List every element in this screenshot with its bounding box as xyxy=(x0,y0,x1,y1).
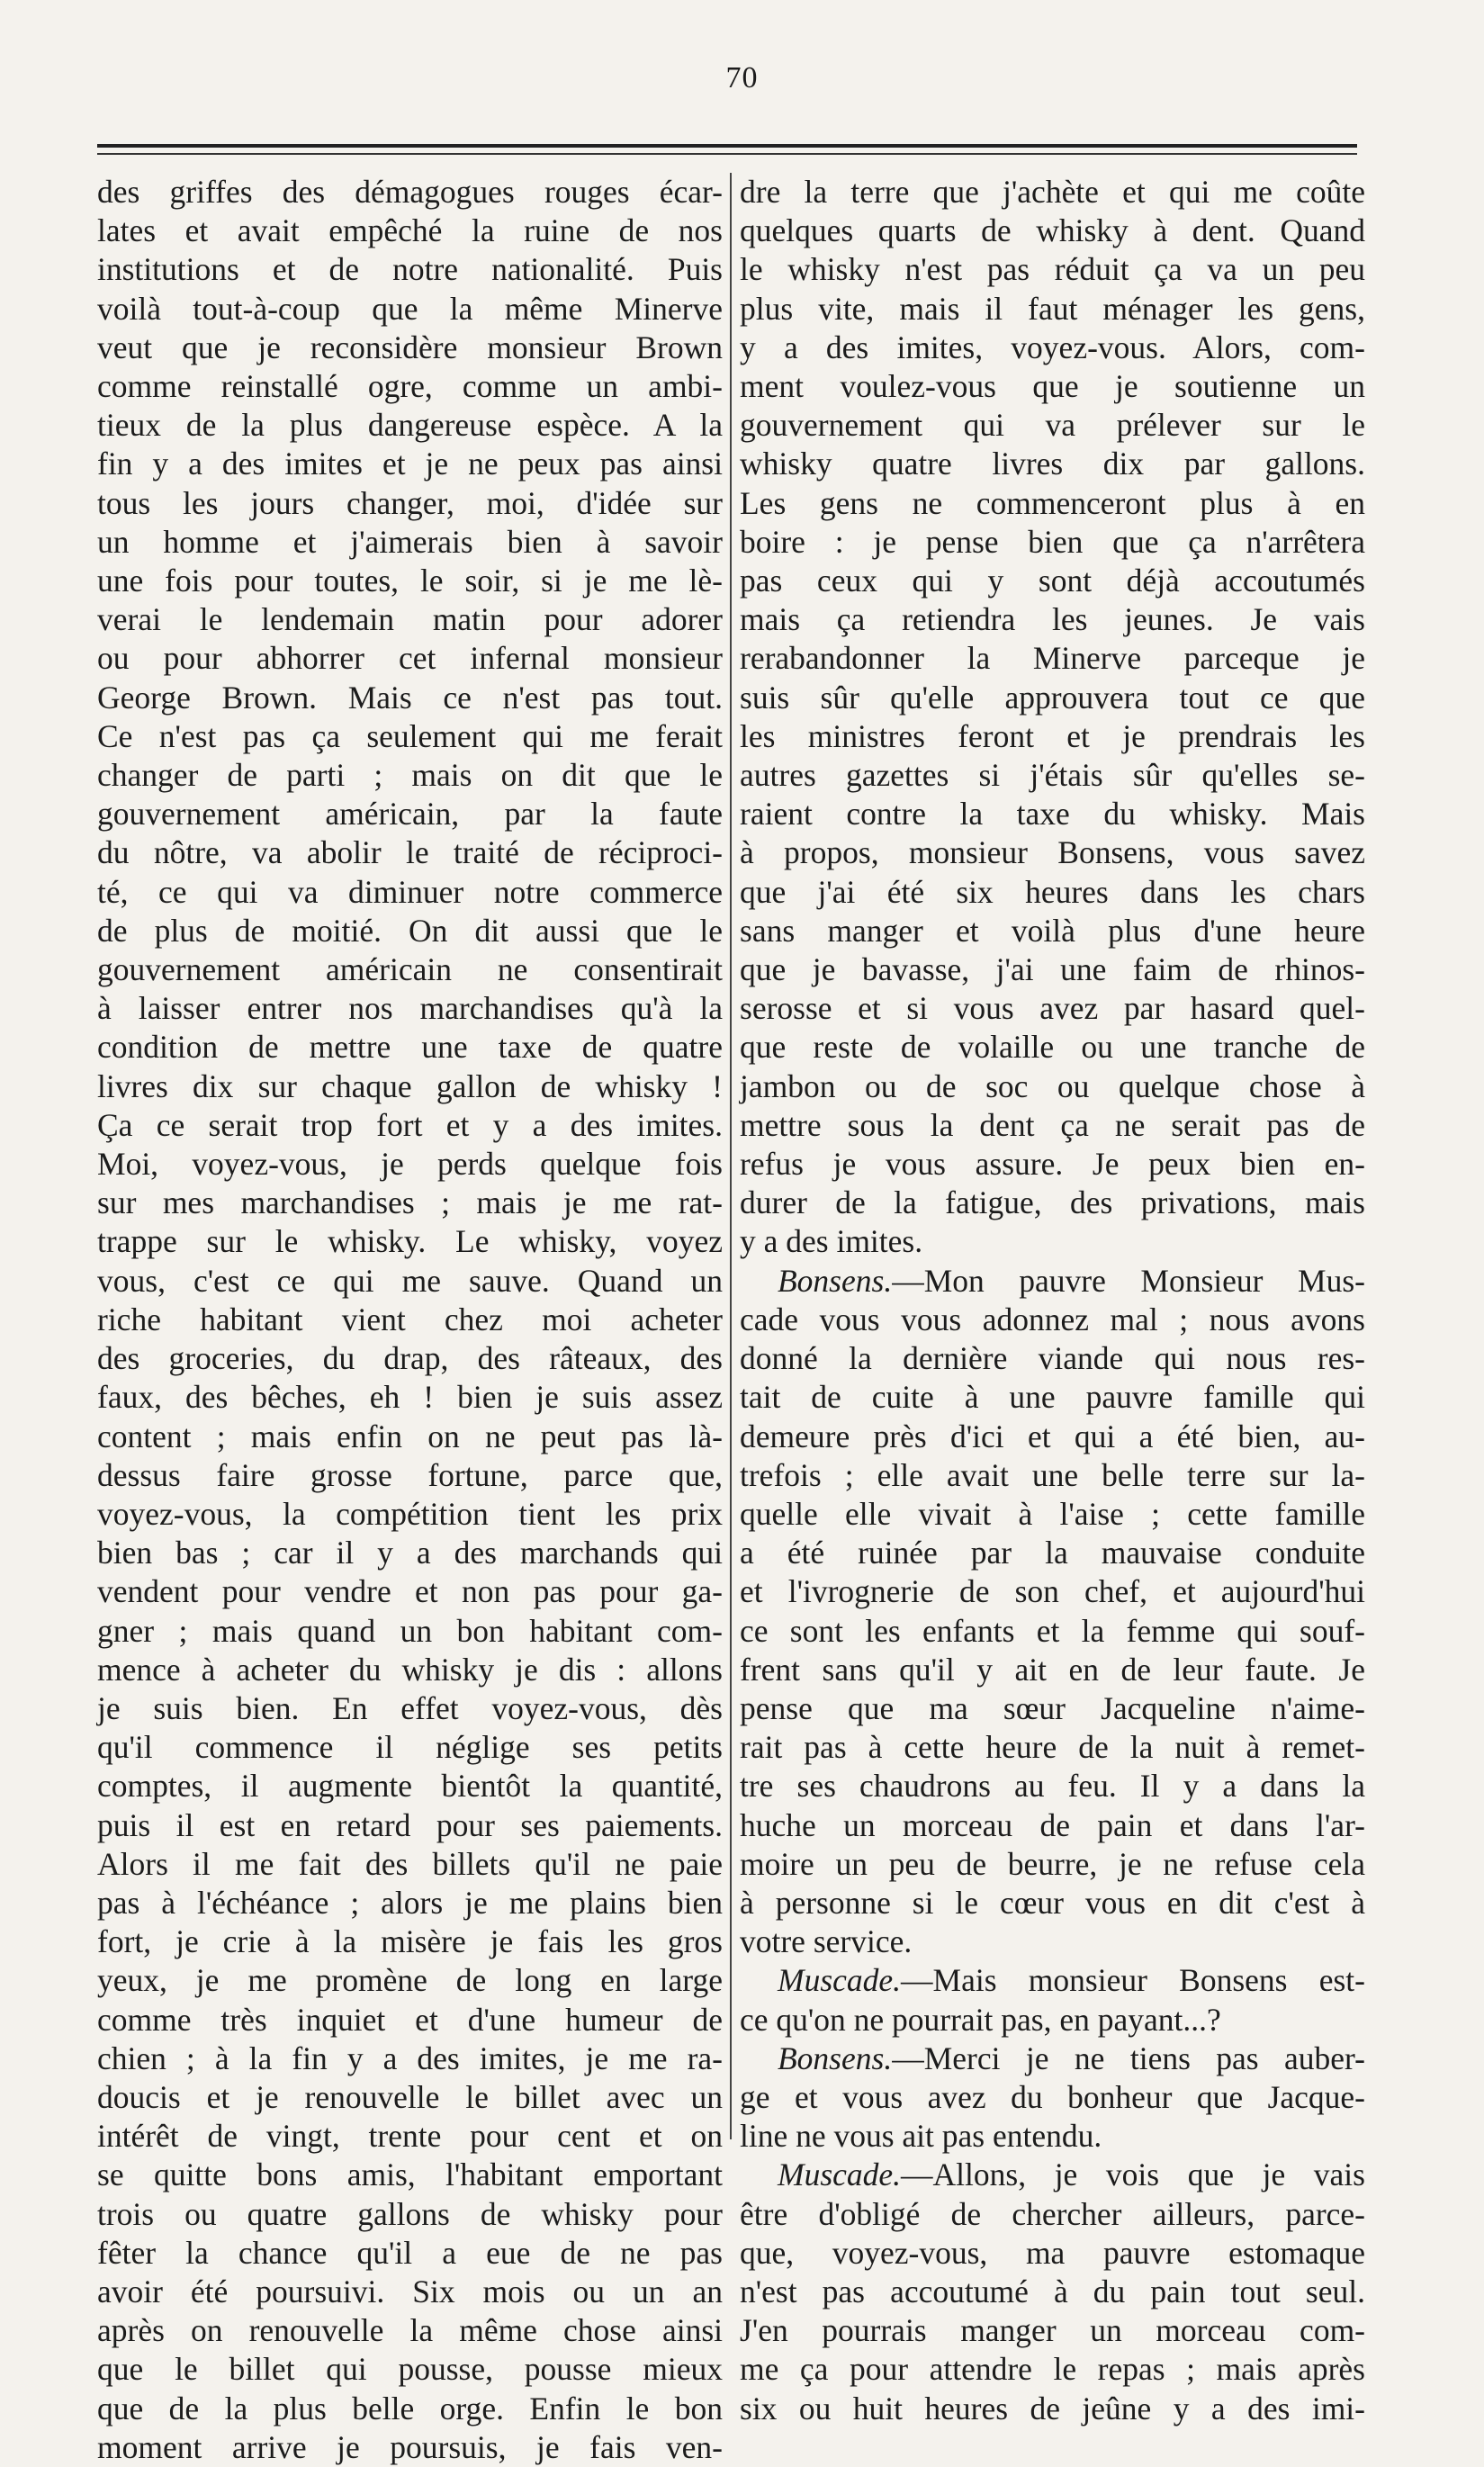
text-line: trois ou quatre gallons de whisky pour xyxy=(97,2195,723,2232)
line-text: plus vite, mais il faut ménager les gens, xyxy=(740,290,1365,327)
text-line: gner ; mais quand un bon habitant com- xyxy=(97,1612,723,1649)
speaker-line xyxy=(740,1961,1365,2000)
line-text: serosse et si vous avez par hasard quel- xyxy=(740,990,1365,1027)
text-line: institutions et de notre nationalité. Puis xyxy=(97,251,723,288)
line-text: les ministres feront et je prendrais les xyxy=(740,717,1365,754)
text-line xyxy=(740,484,1365,523)
text-line: des groceries, du drap, des râteaux, des xyxy=(97,1340,723,1377)
text-line xyxy=(740,2273,1365,2311)
text-line xyxy=(740,1418,1365,1456)
text-line: à laisser entrer nos marchandises qu'à la xyxy=(97,990,723,1027)
line-text: raient contre la taxe du whisky. Mais xyxy=(740,796,1365,833)
text-line: voyez-vous, la compétition tient les prix xyxy=(97,1495,723,1532)
line-text: moire un peu de beurre, je ne refuse cela xyxy=(740,1845,1365,1882)
text-line: de plus de moitié. On dit aussi que le xyxy=(97,912,723,949)
line-text: donné la dernière viande qui nous res- xyxy=(740,1340,1365,1377)
text-line xyxy=(740,600,1365,639)
text-line: du nôtre, va abolir le traité de réciproci- xyxy=(97,834,723,871)
text-line xyxy=(740,173,1365,212)
line-text: ge et vous avez du bonheur que Jacque- xyxy=(740,2078,1365,2115)
line-text: y a des imites. xyxy=(740,1223,923,1260)
text-line xyxy=(740,1572,1365,1611)
text-line: yeux, je me promène de long en large xyxy=(97,1962,723,1999)
line-text: cade vous vous adonnez mal ; nous avons xyxy=(740,1301,1365,1337)
text-line xyxy=(740,1378,1365,1417)
text-line xyxy=(740,1884,1365,1922)
line-text: line ne vous ait pas entendu. xyxy=(740,2118,1102,2155)
text-line: gouvernement américain, par la faute xyxy=(97,796,723,833)
text-line: moment arrive je poursuis, je fais ven- xyxy=(97,2428,723,2465)
line-text: pense que ma sœur Jacqueline n'aime- xyxy=(740,1689,1365,1726)
line-text: —Mais monsieur Bonsens est- xyxy=(901,1962,1365,1999)
text-line: que le billet qui pousse, pousse mieux xyxy=(97,2351,723,2388)
text-line: tieux de la plus dangereuse espèce. A la xyxy=(97,407,723,444)
text-line xyxy=(740,1767,1365,1805)
text-line: trappe sur le whisky. Le whisky, voyez xyxy=(97,1223,723,1260)
left-column xyxy=(97,173,723,2465)
column-divider xyxy=(730,173,732,2139)
text-line xyxy=(740,562,1365,600)
line-text: que, voyez-vous, ma pauvre estomaque xyxy=(740,2234,1365,2271)
text-line xyxy=(740,717,1365,756)
text-line xyxy=(740,523,1365,562)
text-line xyxy=(740,367,1365,406)
line-text: votre service. xyxy=(740,1923,913,1960)
text-line xyxy=(740,989,1365,1028)
line-text: dre la terre que j'achète et qui me coûte xyxy=(740,174,1365,210)
text-line xyxy=(740,2350,1365,2389)
line-text: quelques quarts de whisky à dent. Quand xyxy=(740,212,1365,249)
text-line: doucis et je renouvelle le billet avec un xyxy=(97,2078,723,2115)
text-line: avoir été poursuivi. Six mois ou un an xyxy=(97,2273,723,2309)
line-text: frent sans qu'il y ait en de leur faute. Je xyxy=(740,1651,1365,1688)
text-line xyxy=(740,445,1365,483)
text-line: mence à acheter du whisky je dis : allons xyxy=(97,1651,723,1688)
text-line: George Brown. Mais ce n'est pas tout. xyxy=(97,679,723,716)
line-text: ce sont les enfants et la femme qui souf- xyxy=(740,1612,1365,1649)
speaker-line xyxy=(740,1262,1365,1301)
line-text: —Mon pauvre Monsieur Mus- xyxy=(892,1262,1365,1299)
speaker-name: Bonsens. xyxy=(778,1262,893,1299)
text-line: tous les jours changer, moi, d'idée sur xyxy=(97,484,723,521)
text-line xyxy=(740,1067,1365,1106)
text-line xyxy=(740,2195,1365,2234)
text-line: comptes, il augmente bientôt la quantité, xyxy=(97,1768,723,1805)
text-line xyxy=(740,1222,1365,1261)
text-line xyxy=(740,329,1365,367)
line-text: pas ceux qui y sont déjà accoutumés xyxy=(740,563,1365,599)
line-text: rait pas à cette heure de la nuit à remet- xyxy=(740,1729,1365,1766)
text-line xyxy=(740,1612,1365,1651)
line-text: y a des imites, voyez-vous. Alors, com- xyxy=(740,329,1365,365)
line-text: mettre sous la dent ça ne serait pas de xyxy=(740,1106,1365,1143)
text-line: fêter la chance qu'il a eue de ne pas xyxy=(97,2234,723,2271)
line-text: ment voulez-vous que je soutienne un xyxy=(740,368,1365,405)
text-line xyxy=(740,290,1365,329)
text-line xyxy=(740,1534,1365,1572)
text-line: Ça ce serait trop fort et y a des imites. xyxy=(97,1106,723,1143)
text-line: intérêt de vingt, trente pour cent et on xyxy=(97,2118,723,2155)
line-text: le whisky n'est pas réduit ça va un peu xyxy=(740,251,1365,288)
text-line: fort, je crie à la misère je fais les gros xyxy=(97,1923,723,1960)
text-line xyxy=(740,1028,1365,1067)
text-line: verai le lendemain matin pour adorer xyxy=(97,601,723,638)
text-line xyxy=(740,1145,1365,1184)
text-line xyxy=(740,2390,1365,2428)
text-line: sur mes marchandises ; mais je me rat- xyxy=(97,1184,723,1221)
speaker-line xyxy=(740,2039,1365,2078)
line-text: n'est pas accoutumé à du pain tout seul. xyxy=(740,2273,1365,2309)
text-line: bien bas ; car il y a des marchands qui xyxy=(97,1535,723,1571)
line-text: et l'ivrognerie de son chef, et aujourd'hui xyxy=(740,1573,1365,1610)
text-line xyxy=(740,1456,1365,1495)
text-line: ou pour abhorrer cet infernal monsieur xyxy=(97,640,723,677)
line-text: être d'obligé de chercher ailleurs, parce- xyxy=(740,2195,1365,2232)
line-text: six ou huit heures de jeûne y a des imi- xyxy=(740,2390,1365,2426)
line-text: à propos, monsieur Bonsens, vous savez xyxy=(740,834,1365,871)
text-line: vendent pour vendre et non pas pour ga- xyxy=(97,1573,723,1610)
line-text: refus je vous assure. Je peux bien en- xyxy=(740,1146,1365,1183)
line-text: Les gens ne commenceront plus à en xyxy=(740,484,1365,521)
line-text: trefois ; elle avait une belle terre sur la- xyxy=(740,1456,1365,1493)
text-line: condition de mettre une taxe de quatre xyxy=(97,1029,723,1066)
text-line xyxy=(740,1845,1365,1884)
text-line: Ce n'est pas ça seulement qui me ferait xyxy=(97,717,723,754)
text-line xyxy=(740,1651,1365,1689)
text-line: riche habitant vient chez moi acheter xyxy=(97,1301,723,1337)
text-line: livres dix sur chaque gallon de whisky ! xyxy=(97,1067,723,1104)
line-text: huche un morceau de pain et dans l'ar- xyxy=(740,1806,1365,1843)
text-line: vous, c'est ce qui me sauve. Quand un xyxy=(97,1262,723,1299)
line-text: demeure près d'ici et qui a été bien, au- xyxy=(740,1418,1365,1454)
page-number: 70 xyxy=(725,61,759,95)
line-text: a été ruinée par la mauvaise conduite xyxy=(740,1535,1365,1571)
text-line xyxy=(740,756,1365,795)
text-line xyxy=(740,2234,1365,2273)
text-line xyxy=(740,212,1365,250)
line-text: suis sûr qu'elle approuvera tout ce que xyxy=(740,679,1365,716)
text-line: té, ce qui va diminuer notre commerce xyxy=(97,873,723,910)
line-text: à personne si le cœur vous en dit c'est à xyxy=(740,1884,1365,1921)
text-line xyxy=(740,1922,1365,1961)
text-line xyxy=(740,639,1365,678)
text-line xyxy=(740,912,1365,950)
text-line: une fois pour toutes, le soir, si je me lè- xyxy=(97,563,723,599)
line-text: —Merci je ne tiens pas auber- xyxy=(892,2039,1365,2076)
line-text: autres gazettes si j'étais sûr qu'elles se- xyxy=(740,757,1365,794)
speaker-name: Muscade. xyxy=(778,1962,902,1999)
text-line: voilà tout-à-coup que la même Minerve xyxy=(97,290,723,327)
text-line xyxy=(740,406,1365,445)
text-line: après on renouvelle la même chose ainsi xyxy=(97,2312,723,2349)
text-line: je suis bien. En effet voyez-vous, dès xyxy=(97,1689,723,1726)
text-line xyxy=(740,1301,1365,1339)
line-text: sans manger et voilà plus d'une heure xyxy=(740,912,1365,949)
text-line: que de la plus belle orge. Enfin le bon xyxy=(97,2390,723,2426)
speaker-name: Muscade. xyxy=(778,2156,902,2193)
text-line: pas à l'échéance ; alors je me plains bien xyxy=(97,1884,723,1921)
line-text: —Allons, je vois que je vais xyxy=(901,2156,1365,2193)
line-text: tait de cuite à une pauvre famille qui xyxy=(740,1379,1365,1416)
line-text: J'en pourrais manger un morceau com- xyxy=(740,2312,1365,2349)
line-text: jambon ou de soc ou quelque chose à xyxy=(740,1067,1365,1104)
line-text: boire : je pense bien que ça n'arrêtera xyxy=(740,523,1365,560)
text-line xyxy=(740,2001,1365,2039)
text-line xyxy=(740,873,1365,912)
text-line: puis il est en retard pour ses paiements. xyxy=(97,1806,723,1843)
text-line: veut que je reconsidère monsieur Brown xyxy=(97,329,723,365)
text-line xyxy=(740,1495,1365,1534)
line-text: whisky quatre livres dix par gallons. xyxy=(740,446,1365,482)
text-line xyxy=(740,795,1365,833)
text-line: Moi, voyez-vous, je perds quelque fois xyxy=(97,1146,723,1183)
text-line: faux, des bêches, eh ! bien je suis assez xyxy=(97,1379,723,1416)
text-line: chien ; à la fin y a des imites, je me ra- xyxy=(97,2039,723,2076)
line-text: me ça pour attendre le repas ; mais après xyxy=(740,2351,1365,2388)
line-text: que j'ai été six heures dans les chars xyxy=(740,873,1365,910)
text-line xyxy=(740,1106,1365,1145)
text-line xyxy=(740,1184,1365,1222)
text-line xyxy=(740,1806,1365,1845)
text-line xyxy=(740,950,1365,989)
header-rule xyxy=(97,144,1357,148)
text-line xyxy=(740,833,1365,872)
line-text: mais ça retiendra les jeunes. Je vais xyxy=(740,601,1365,638)
line-text: tre ses chaudrons au feu. Il y a dans la xyxy=(740,1768,1365,1805)
text-line: lates et avait empêché la ruine de nos xyxy=(97,212,723,249)
text-line: fin y a des imites et je ne peux pas ainsi xyxy=(97,446,723,482)
text-line xyxy=(740,1689,1365,1728)
text-line: Alors il me fait des billets qu'il ne paie xyxy=(97,1845,723,1882)
text-line: dessus faire grosse fortune, parce que, xyxy=(97,1456,723,1493)
text-line: un homme et j'aimerais bien à savoir xyxy=(97,523,723,560)
speaker-line xyxy=(740,2156,1365,2194)
line-text: ce qu'on ne pourrait pas, en payant...? xyxy=(740,2001,1221,2038)
line-text: gouvernement qui va prélever sur le xyxy=(740,407,1365,444)
text-line xyxy=(740,2311,1365,2350)
text-line xyxy=(740,1728,1365,1767)
line-text: rerabandonner la Minerve parceque je xyxy=(740,640,1365,677)
text-line xyxy=(740,250,1365,289)
text-line: changer de parti ; mais on dit que le xyxy=(97,757,723,794)
text-line xyxy=(740,2078,1365,2117)
right-column xyxy=(740,173,1365,2426)
header-rule-thin xyxy=(97,153,1357,155)
line-text: que reste de volaille ou une tranche de xyxy=(740,1029,1365,1066)
text-line: content ; mais enfin on ne peut pas là- xyxy=(97,1418,723,1454)
text-line: comme reinstallé ogre, comme un ambi- xyxy=(97,368,723,405)
text-line: comme très inquiet et d'une humeur de xyxy=(97,2001,723,2038)
text-line xyxy=(740,1339,1365,1378)
line-text: durer de la fatigue, des privations, mais xyxy=(740,1184,1365,1221)
text-line: gouvernement américain ne consentirait xyxy=(97,951,723,988)
speaker-name: Bonsens. xyxy=(778,2039,893,2076)
text-line: des griffes des démagogues rouges écar- xyxy=(97,174,723,210)
line-text: quelle elle vivait à l'aise ; cette famille xyxy=(740,1495,1365,1532)
line-text: que je bavasse, j'ai une faim de rhinos- xyxy=(740,951,1365,988)
text-line: se quitte bons amis, l'habitant emportant xyxy=(97,2156,723,2193)
text-line xyxy=(740,2117,1365,2156)
text-line: qu'il commence il néglige ses petits xyxy=(97,1729,723,1766)
text-line xyxy=(740,679,1365,717)
